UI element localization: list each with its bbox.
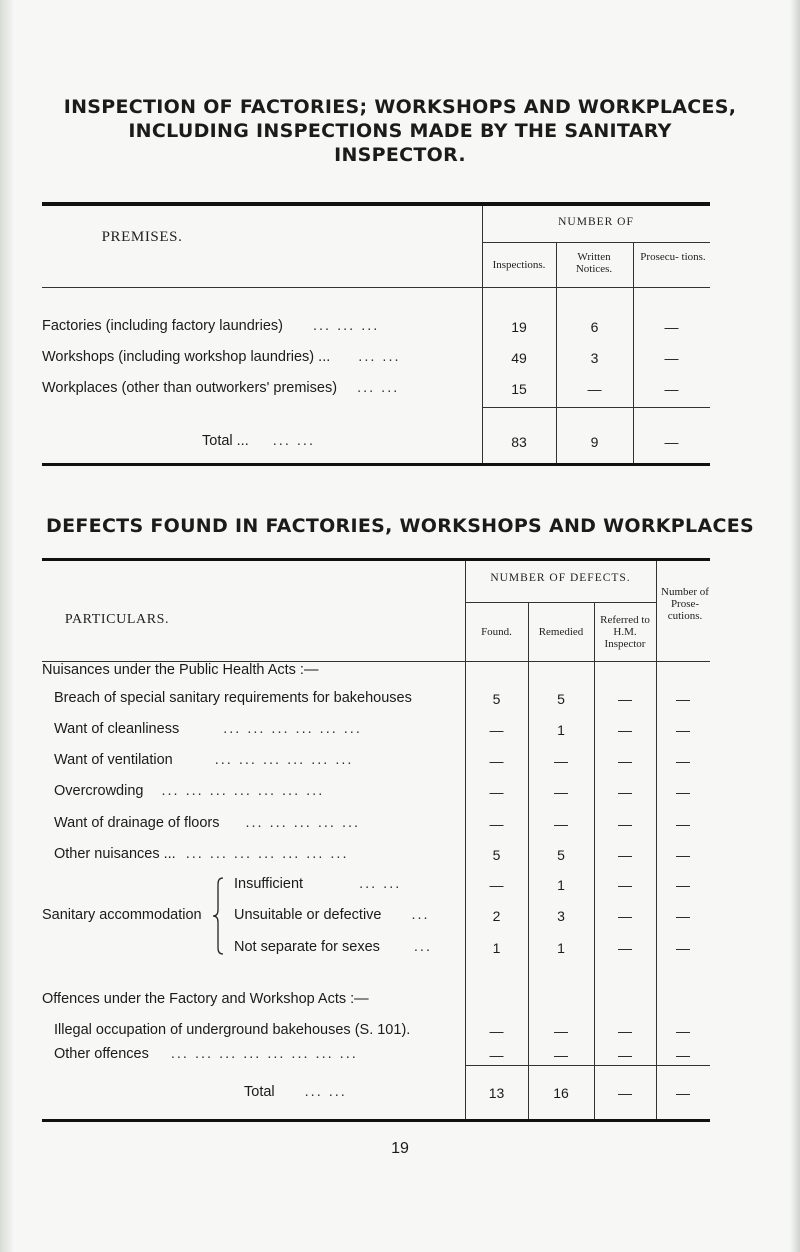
ventilation-remedied: — xyxy=(554,753,568,769)
inspections-header: Inspections. xyxy=(492,259,546,271)
found-header: Found. xyxy=(481,626,512,638)
bakehouses-prosecutions: — xyxy=(676,691,690,707)
premises-header: PREMISES. xyxy=(101,229,183,245)
not-separate-referred: — xyxy=(618,940,632,956)
factories-inspections: 19 xyxy=(511,319,527,335)
insufficient-referred: — xyxy=(618,877,632,893)
sanitary-brace xyxy=(212,876,226,956)
total-prosecutions: — xyxy=(664,434,679,450)
particulars-header: PARTICULARS. xyxy=(64,612,170,627)
cleanliness-referred: — xyxy=(618,722,632,738)
inspection-title-line2: INCLUDING INSPECTIONS MADE BY THE SANITARY xyxy=(128,120,672,142)
other-offences-remedied: — xyxy=(554,1047,568,1063)
drainage-remedied: — xyxy=(554,816,568,832)
unsuitable-referred: — xyxy=(618,908,632,924)
insufficient-found: — xyxy=(489,877,504,893)
overcrowding-found: — xyxy=(489,784,504,800)
number-of-defects-header: NUMBER OF DEFECTS. xyxy=(490,572,631,584)
total-referred: — xyxy=(618,1085,632,1101)
cleanliness-prosecutions: — xyxy=(676,722,690,738)
inspection-title-line3: INSPECTOR. xyxy=(334,144,466,166)
overcrowding-referred: — xyxy=(618,784,632,800)
defect-row-drainage: Want of drainage of floors ... ... ... ... ... xyxy=(54,815,361,831)
insufficient-remedied: 1 xyxy=(557,877,565,893)
table1-row-workshops: Workshops (including workshop laundries) ... ... ... xyxy=(42,349,401,365)
factories-prosecutions: — xyxy=(664,319,679,335)
page-number: 19 xyxy=(391,1140,409,1157)
underground-referred: — xyxy=(618,1023,632,1039)
sanitary-row-not-separate: Not separate for sexes ... xyxy=(234,939,432,955)
total-written: 9 xyxy=(590,434,599,450)
defect-row-cleanliness: Want of cleanliness ... ... ... ... ... ... xyxy=(54,721,362,737)
offences-section-label: Offences under the Factory and Workshop Acts :— xyxy=(42,991,369,1007)
defect-row-overcrowding: Overcrowding ... ... ... ... ... ... ... xyxy=(54,783,325,799)
unsuitable-found: 2 xyxy=(492,908,501,924)
unsuitable-remedied: 3 xyxy=(557,908,565,924)
defect-row-other-offences: Other offences ... ... ... ... ... ... ... ... xyxy=(54,1046,358,1062)
total-inspections: 83 xyxy=(511,434,527,450)
remedied-header: Remedied xyxy=(538,626,584,638)
cleanliness-remedied: 1 xyxy=(557,722,565,738)
table1-total-row: Total ... ... ... xyxy=(202,433,315,449)
not-separate-prosecutions: — xyxy=(676,940,690,956)
other-nuisances-prosecutions: — xyxy=(676,847,690,863)
defect-row-underground-bakehouses: Illegal occupation of underground bakehouses (S. 101). xyxy=(54,1022,411,1038)
cleanliness-found: — xyxy=(489,722,504,738)
total-found: 13 xyxy=(488,1085,505,1101)
total-remedied: 16 xyxy=(553,1085,569,1101)
total2-prosecutions: — xyxy=(676,1085,690,1101)
ventilation-prosecutions: — xyxy=(676,753,690,769)
not-separate-remedied: 1 xyxy=(557,940,565,956)
ventilation-found: — xyxy=(489,753,504,769)
insufficient-prosecutions: — xyxy=(676,877,690,893)
workplaces-inspections: 15 xyxy=(511,381,527,397)
page-left-shadow xyxy=(0,0,14,1252)
table1-bottom-rule xyxy=(42,463,710,466)
other-nuisances-remedied: 5 xyxy=(557,847,565,863)
nuisances-section-label: Nuisances under the Public Health Acts :— xyxy=(42,662,319,678)
table1-row-workplaces: Workplaces (other than outworkers' premises) ... ... xyxy=(42,380,400,396)
underground-prosecutions: — xyxy=(676,1023,690,1039)
table2-bottom-rule xyxy=(42,1119,710,1122)
unsuitable-prosecutions: — xyxy=(676,908,690,924)
page-right-shadow xyxy=(790,0,800,1252)
drainage-referred: — xyxy=(618,816,632,832)
table1-top-rule xyxy=(42,202,710,206)
referred-header: Referred to H.M. Inspector xyxy=(600,614,650,650)
workshops-prosecutions: — xyxy=(664,350,679,366)
bakehouses-found: 5 xyxy=(492,691,501,707)
bakehouses-remedied: 5 xyxy=(557,691,565,707)
underground-remedied: — xyxy=(554,1023,568,1039)
drainage-found: — xyxy=(489,816,504,832)
other-nuisances-found: 5 xyxy=(492,847,501,863)
defect-row-bakehouses: Breach of special sanitary requirements for bakehouses xyxy=(54,690,412,706)
sanitary-row-insufficient: Insufficient ... ... xyxy=(234,876,402,892)
other-offences-prosecutions: — xyxy=(676,1047,690,1063)
bakehouses-referred: — xyxy=(618,691,632,707)
workshops-inspections: 49 xyxy=(511,350,527,366)
table2-top-rule xyxy=(42,558,710,561)
inspection-title-line1: INSPECTION OF FACTORIES; WORKSHOPS AND WORKPLACES, xyxy=(63,96,737,118)
overcrowding-remedied: — xyxy=(554,784,568,800)
defect-row-ventilation: Want of ventilation ... ... ... ... ... ... xyxy=(54,752,354,768)
defect-row-other-nuisances: Other nuisances ... ... ... ... ... ... ... ... xyxy=(54,846,349,862)
sanitary-accommodation-label: Sanitary accommodation xyxy=(42,907,202,923)
prosecutions-header: Prosecu- tions. xyxy=(640,251,706,263)
table2-total-row: Total ... ... xyxy=(244,1084,347,1100)
not-separate-found: 1 xyxy=(492,940,501,956)
other-offences-referred: — xyxy=(618,1047,632,1063)
defects-title: DEFECTS FOUND IN FACTORIES, WORKSHOPS AND WORKPLACES xyxy=(46,515,754,537)
underground-found: — xyxy=(489,1023,504,1039)
workshops-written: 3 xyxy=(590,350,599,366)
drainage-prosecutions: — xyxy=(676,816,690,832)
written-notices-header: Written Notices. xyxy=(575,251,613,275)
workplaces-written: — xyxy=(587,381,602,397)
sanitary-row-unsuitable: Unsuitable or defective ... xyxy=(234,907,430,923)
inspection-title xyxy=(0,95,800,167)
ventilation-referred: — xyxy=(618,753,632,769)
number-of-header: NUMBER OF xyxy=(558,216,634,228)
other-offences-found: — xyxy=(489,1047,504,1063)
factories-written: 6 xyxy=(590,319,599,335)
overcrowding-prosecutions: — xyxy=(676,784,690,800)
workplaces-prosecutions: — xyxy=(664,381,679,397)
table1-row-factories: Factories (including factory laundries) ... ... ... xyxy=(42,318,380,334)
prosecutions2-header: Number of Prose- cutions. xyxy=(661,586,709,622)
other-nuisances-referred: — xyxy=(618,847,632,863)
